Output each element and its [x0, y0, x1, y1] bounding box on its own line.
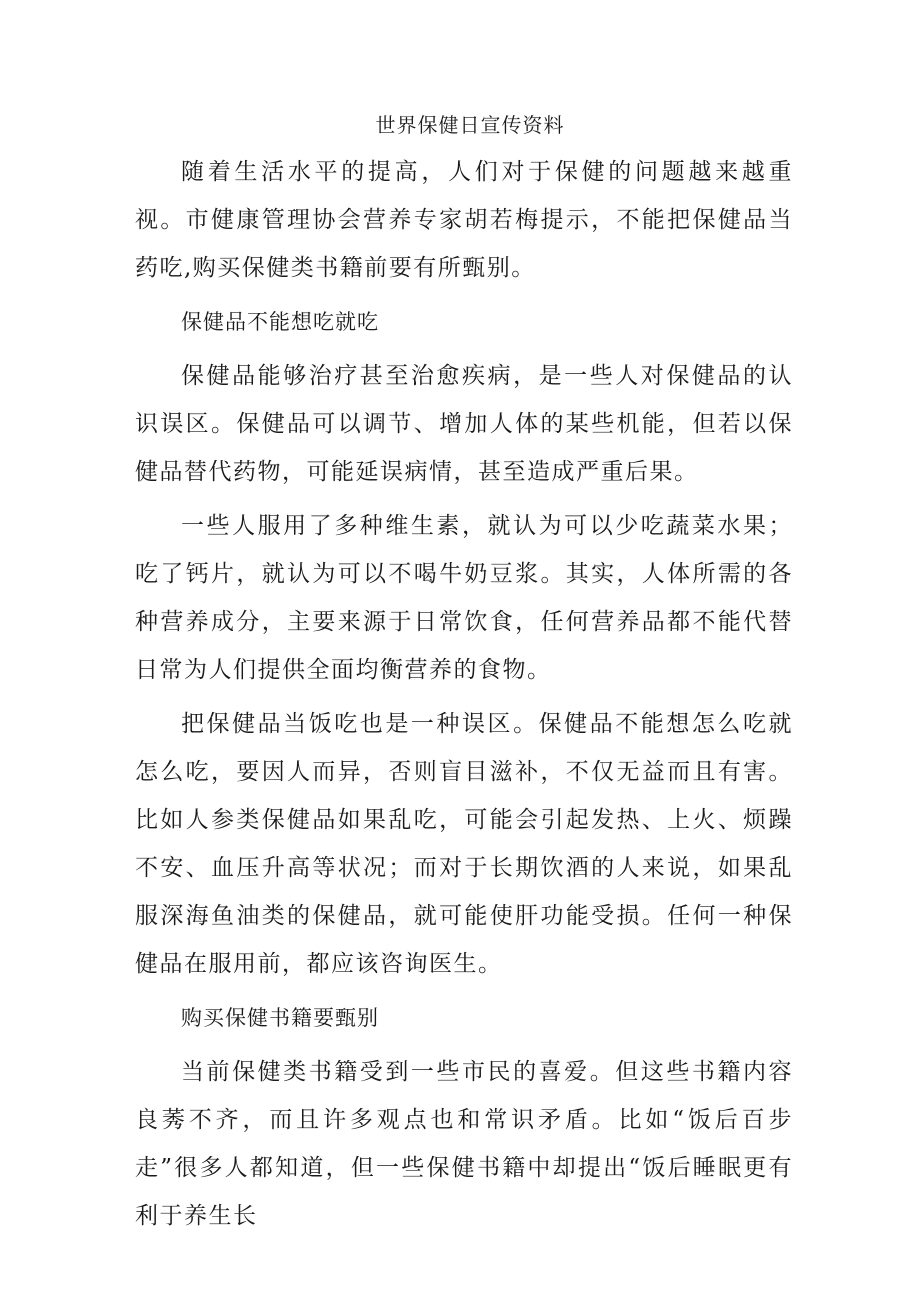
section1-paragraph-3: 把保健品当饭吃也是一种误区。保健品不能想怎么吃就怎么吃，要因人而异，否则盲目滋补，不仅无益而且有害。比如人参类保健品如果乱吃，可能会引起发热、上火、烦躁不安、血压升高等状况；而对于长期饮酒的人来说，如果乱服深海鱼油类的保健品，就可能使肝功能受损。任何一种保健品在服用前，都应该咨询医生。: [135, 711, 793, 977]
section1-paragraph-2: 一些人服用了多种维生素，就认为可以少吃蔬菜水果；吃了钙片，就认为可以不喝牛奶豆浆。其实，人体所需的各种营养成分，主要来源于日常饮食，任何营养品都不能代替日常为人们提供全面均衡营养的食物。: [135, 513, 793, 683]
section1-paragraph-1: 保健品能够治疗甚至治愈疾病，是一些人对保健品的认识误区。保健品可以调节、增加人体的某些机能，但若以保健品替代药物，可能延误病情，甚至造成严重后果。: [135, 363, 793, 485]
document-title: 世界保健日宣传资料: [375, 113, 565, 137]
section-heading-2: 购买保健书籍要甄别: [181, 1006, 379, 1030]
intro-paragraph: 随着生活水平的提高，人们对于保健的问题越来越重视。市健康管理协会营养专家胡若梅提示，不能把保健品当药吃,购买保健类书籍前要有所甄别。: [135, 159, 793, 281]
section2-paragraph-1: 当前保健类书籍受到一些市民的喜爱。但这些书籍内容良莠不齐，而且许多观点也和常识矛盾。比如“饭后百步走”很多人都知道，但一些保健书籍中却提出“饭后睡眠更有利于养生长: [135, 1059, 793, 1229]
section-heading-1: 保健品不能想吃就吃: [181, 310, 379, 334]
document-page: [135, 110, 793, 1240]
